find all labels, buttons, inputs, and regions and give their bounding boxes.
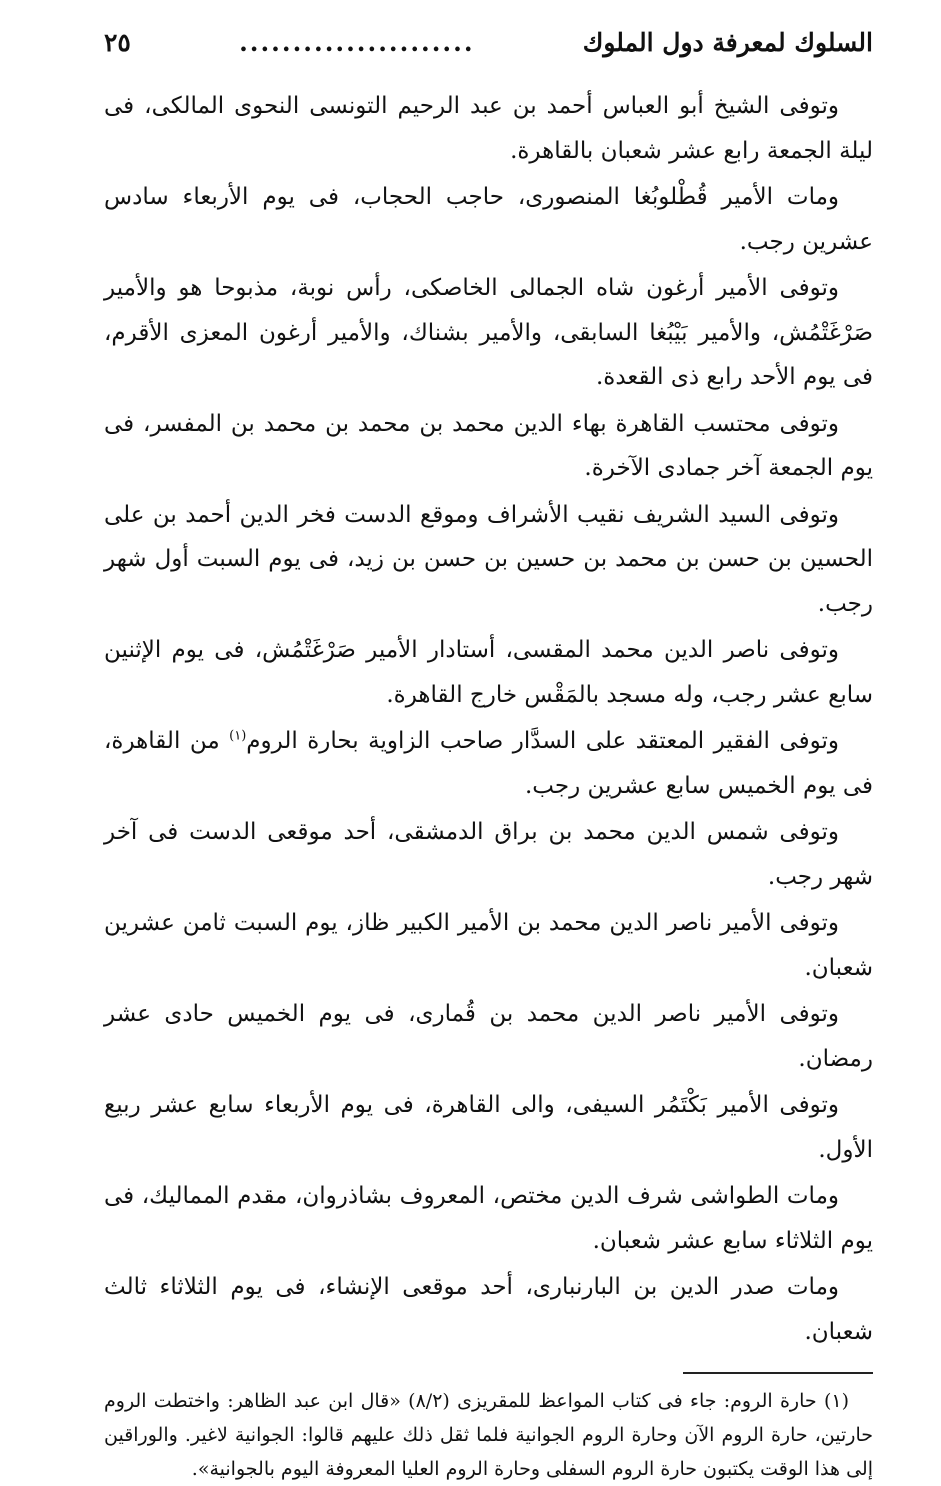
paragraph-text-end: من القاهرة، فى يوم الخميس سابع عشرين رجب. <box>104 728 873 799</box>
paragraph-with-footnote-ref <box>104 719 873 808</box>
main-text <box>104 84 873 1354</box>
paragraph: وتوفى الأمير أرغون شاه الجمالى الخاصكى، رأس نوبة، مذبوحا هو والأمير صَرْغَتْمُش، والأمير بَيْبُغا السابقى، والأمير بشناك، والأمير أرغون المعزى الأقرم، فى يوم الأحد رابع ذى القعدة. <box>104 275 873 390</box>
running-header <box>104 28 873 78</box>
page-number: ٢٥ <box>104 28 131 57</box>
footnotes <box>104 1384 873 1486</box>
paragraph: ومات الأمير قُطْلوبُغا المنصورى، حاجب الحجاب، فى يوم الأربعاء سادس عشرين رجب. <box>104 184 873 255</box>
paragraph-text-start: وتوفى الفقير المعتقد على السدَّار صاحب الزاوية بحارة الروم <box>246 728 839 754</box>
paragraph: وتوفى الأمير ناصر الدين محمد بن قُمارى، فى يوم الخميس حادى عشر رمضان. <box>104 1001 873 1072</box>
paragraph: وتوفى شمس الدين محمد بن براق الدمشقى، أحد موقعى الدست فى آخر شهر رجب. <box>104 819 873 890</box>
footnote-marker: (١) <box>816 1390 849 1412</box>
book-title: السلوك لمعرفة دول الملوك <box>582 28 873 57</box>
paragraph: وتوفى الأمير بَكْتَمُر السيفى، والى القاهرة، فى يوم الأربعاء سابع عشر ربيع الأول. <box>104 1092 873 1163</box>
paragraph: وتوفى الأمير ناصر الدين محمد بن الأمير الكبير ظاز، يوم السبت ثامن عشرين شعبان. <box>104 910 873 981</box>
dot-leader: ...................... <box>239 28 475 57</box>
footnote-text: حارة الروم: جاء فى كتاب المواعظ للمقريزى (٨/٢) «قال ابن عبد الظاهر: واختطت الروم حارتين، حارة الروم الآن وحارة الروم الجوانية فلما ثقل ذلك عليهم قالوا: الجوانية لاغير. والوراقين إلى هذا الوقت يكتبون حارة الروم السفلى وحارة الروم العليا المعروفة اليوم بالجوانية». <box>104 1390 873 1480</box>
paragraph: ومات الطواشى شرف الدين مختص، المعروف بشاذروان، مقدم المماليك، فى يوم الثلاثاء سابع عشر شعبان. <box>104 1183 873 1254</box>
footnote-reference: (١) <box>229 728 247 744</box>
footnote-separator <box>683 1372 873 1374</box>
paragraph: وتوفى ناصر الدين محمد المقسى، أستادار الأمير صَرْغَتْمُش، فى يوم الإثنين سابع عشر رجب، وله مسجد بالمَقْس خارج القاهرة. <box>104 637 873 708</box>
paragraph: ومات صدر الدين بن البارنبارى، أحد موقعى الإنشاء، فى يوم الثلاثاء ثالث شعبان. <box>104 1274 873 1345</box>
paragraph: وتوفى محتسب القاهرة بهاء الدين محمد بن محمد بن محمد بن المفسر، فى يوم الجمعة آخر جمادى الآخرة. <box>104 410 873 481</box>
paragraph: وتوفى الشيخ أبو العباس أحمد بن عبد الرحيم التونسى النحوى المالكى، فى ليلة الجمعة رابع عشر شعبان بالقاهرة. <box>104 93 873 164</box>
paragraph: وتوفى السيد الشريف نقيب الأشراف وموقع الدست فخر الدين أحمد بن على الحسين بن حسن بن محمد بن حسين بن حسن بن زيد، فى يوم السبت أول شهر رجب. <box>104 501 873 617</box>
